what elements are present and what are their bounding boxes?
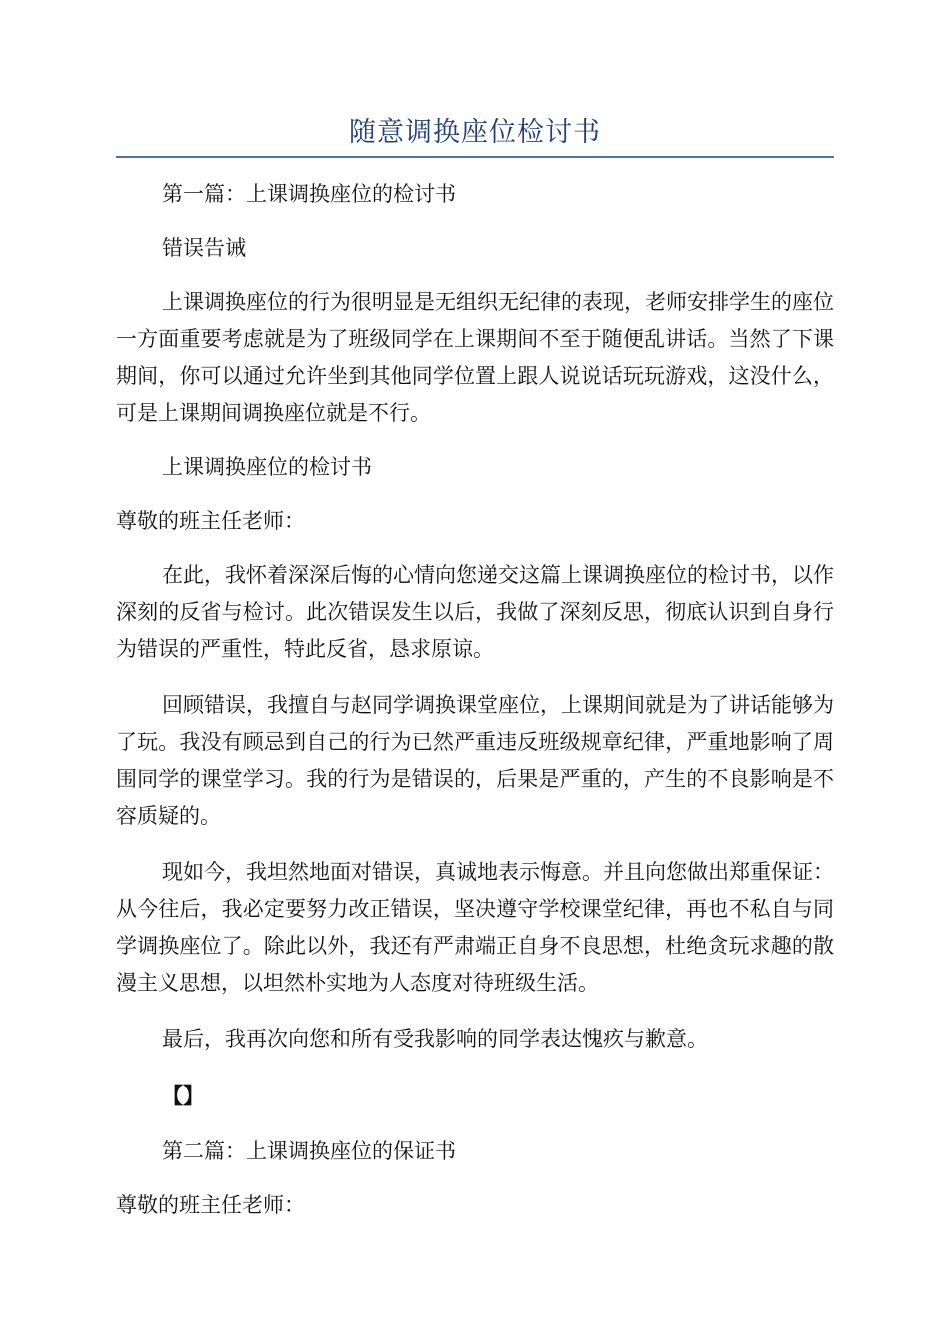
paragraph: 现如今，我坦然地面对错误，真诚地表示悔意。并且向您做出郑重保证：从今往后，我必定要努力改正错误，坚决遵守学校课堂纪律，再也不私自与同学调换座位了。除此以外，我还有严肃端正自身不良思想，杜绝贪玩求趣的散漫主义思想，以坦然朴实地为人态度对待班级生活。 [116, 860, 834, 995]
page-title: 随意调换座位检讨书 [349, 117, 601, 148]
paragraph: 最后，我再次向您和所有受我影响的同学表达愧疚与歉意。 [162, 1027, 708, 1051]
paragraph: 上课调换座位的行为很明显是无组织无纪律的表现，老师安排学生的座位一方面重要考虑就是为了班级同学在上课期间不至于随便乱讲话。当然了下课期间，你可以通过允许坐到其他同学位置上跟人说说话玩玩游戏，这没什么，可是上课期间调换座位就是不行。 [116, 290, 834, 425]
salutation: 尊敬的班主任老师： [116, 1193, 305, 1217]
section-heading: 第二篇：上课调换座位的保证书 [162, 1139, 456, 1163]
paragraph: 在此，我怀着深深后悔的心情向您递交这篇上课调换座位的检讨书，以作深刻的反省与检讨。此次错误发生以后，我做了深刻反思，彻底认识到自身行为错误的严重性，特此反省，恳求原谅。 [116, 563, 834, 661]
document-body [116, 176, 834, 1224]
title-block [116, 114, 834, 158]
bracket-mark: 【】 [162, 1083, 204, 1108]
section-heading: 第一篇：上课调换座位的检讨书 [162, 182, 456, 206]
paragraph: 回顾错误，我擅自与赵同学调换课堂座位，上课期间就是为了讲话能够为了玩。我没有顾忌到自己的行为已然严重违反班级规章纪律，严重地影响了周围同学的课堂学习。我的行为是错误的，后果是严重的，产生的不良影响是不容质疑的。 [116, 693, 834, 828]
subheading: 错误告诫 [162, 236, 246, 260]
letter-title: 上课调换座位的检讨书 [162, 455, 372, 479]
salutation: 尊敬的班主任老师： [116, 509, 305, 533]
